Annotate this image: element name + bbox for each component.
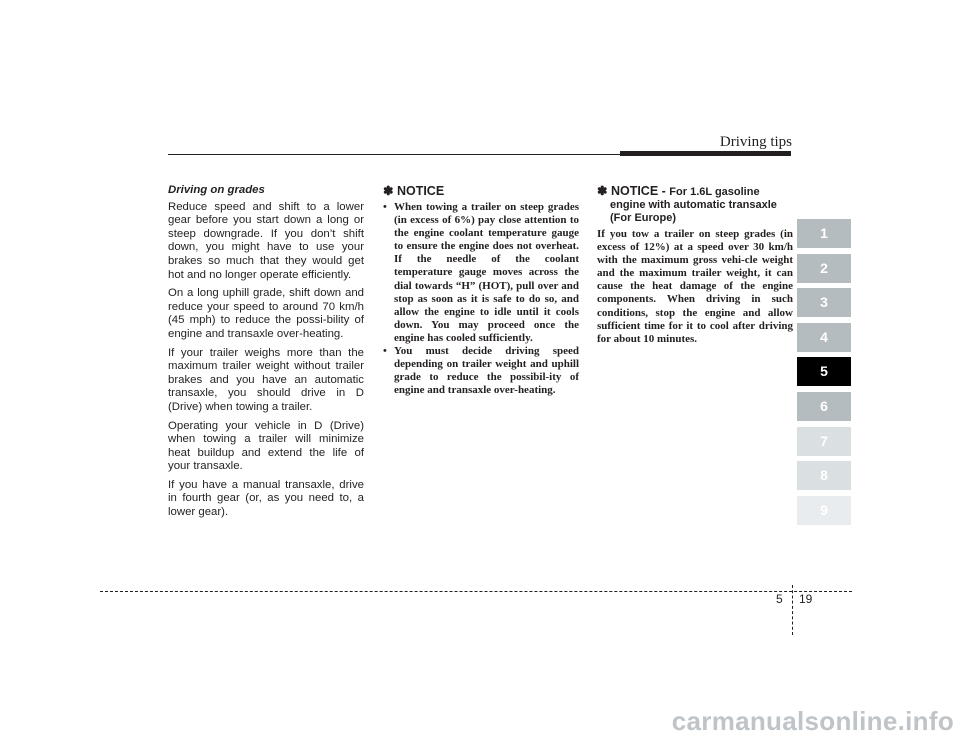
watermark: carmanualsonline.info (671, 706, 954, 736)
chapter-tab-2[interactable]: 2 (797, 254, 851, 283)
section-title: Driving tips (719, 134, 792, 150)
chapter-tabs (797, 219, 851, 530)
chapter-tab-3[interactable]: 3 (797, 288, 851, 317)
list-item-text: You must decide driving speed depending on trailer weight and uphill grade to reduce the possibil-ity of engine and transaxle over-heating. (394, 345, 579, 397)
header-bar (620, 151, 791, 156)
chapter-tab-9[interactable]: 9 (797, 496, 851, 525)
chapter-tab-1[interactable]: 1 (797, 219, 851, 248)
chapter-tab-7[interactable]: 7 (797, 427, 851, 456)
paragraph: Reduce speed and shift to a lower gear before you start down a long or steep downgrade. If you don’t shift down, you might have to use your brakes so much that they would get hot and no longer operate efficiently. (168, 200, 364, 281)
paragraph: If your trailer weighs more than the maximum trailer weight without trailer brakes and you have an automatic transaxle, you should drive in D (Drive) when towing a trailer. (168, 346, 364, 413)
chapter-number: 5 (776, 592, 783, 606)
notice-subtitle: engine with automatic transaxle (610, 199, 777, 211)
column-driving-on-grades (168, 184, 364, 525)
list-item (383, 345, 579, 397)
notice-subtitle: (For Europe) (610, 212, 676, 224)
notice-body: If you tow a trailer on steep grades (in excess of 12%) at a speed over 30 km/h with the maximum gross vehi-cle weight and the maximum trailer weight, it can cause the heat damage of the engine components. When driving in such conditions, stop the engine and allow sufficient time for it to cool after driving for about 10 minutes. (597, 228, 793, 345)
notice-title (597, 184, 793, 225)
bullet-icon: • (383, 201, 387, 213)
bullet-icon: • (383, 345, 387, 358)
notice-towing-grades (383, 184, 579, 397)
notice-label: ✽ NOTICE - (597, 184, 666, 198)
notice-1-6l-automatic (597, 184, 793, 346)
chapter-tab-6[interactable]: 6 (797, 392, 851, 421)
page-number: 19 (799, 592, 813, 606)
chapter-tab-5[interactable]: 5 (797, 357, 851, 386)
paragraph: On a long uphill grade, shift down and reduce your speed to around 70 km/h (45 mph) to reduce the possi-bility of engine and transaxle over-heating. (168, 287, 364, 340)
chapter-tab-8[interactable]: 8 (797, 461, 851, 490)
chapter-tab-4[interactable]: 4 (797, 323, 851, 352)
subheading: Driving on grades (168, 184, 265, 196)
paragraph: If you have a manual transaxle, drive in fourth gear (or, as you need to, a lower gear). (168, 478, 364, 519)
list-item-text: When towing a trailer on steep grades (in excess of 6%) pay close attention to the engine coolant temperature gauge to ensure the engine does not overheat. If the needle of the coolant temperature gauge moves across the dial towards “H” (HOT), pull over and stop as soon as it is safe to do so, and allow the engine to idle until it cools down. You may proceed once the engine has cooled sufficiently. (394, 201, 579, 344)
footer-divider (100, 591, 852, 592)
notice-subtitle: For 1.6L gasoline (669, 186, 760, 198)
list-item (383, 201, 579, 345)
footer-vertical-divider (792, 585, 793, 635)
notice-title: ✽ NOTICE (383, 184, 445, 198)
paragraph: Operating your vehicle in D (Drive) when towing a trailer will minimize heat buildup and extend the life of your transaxle. (168, 419, 364, 473)
